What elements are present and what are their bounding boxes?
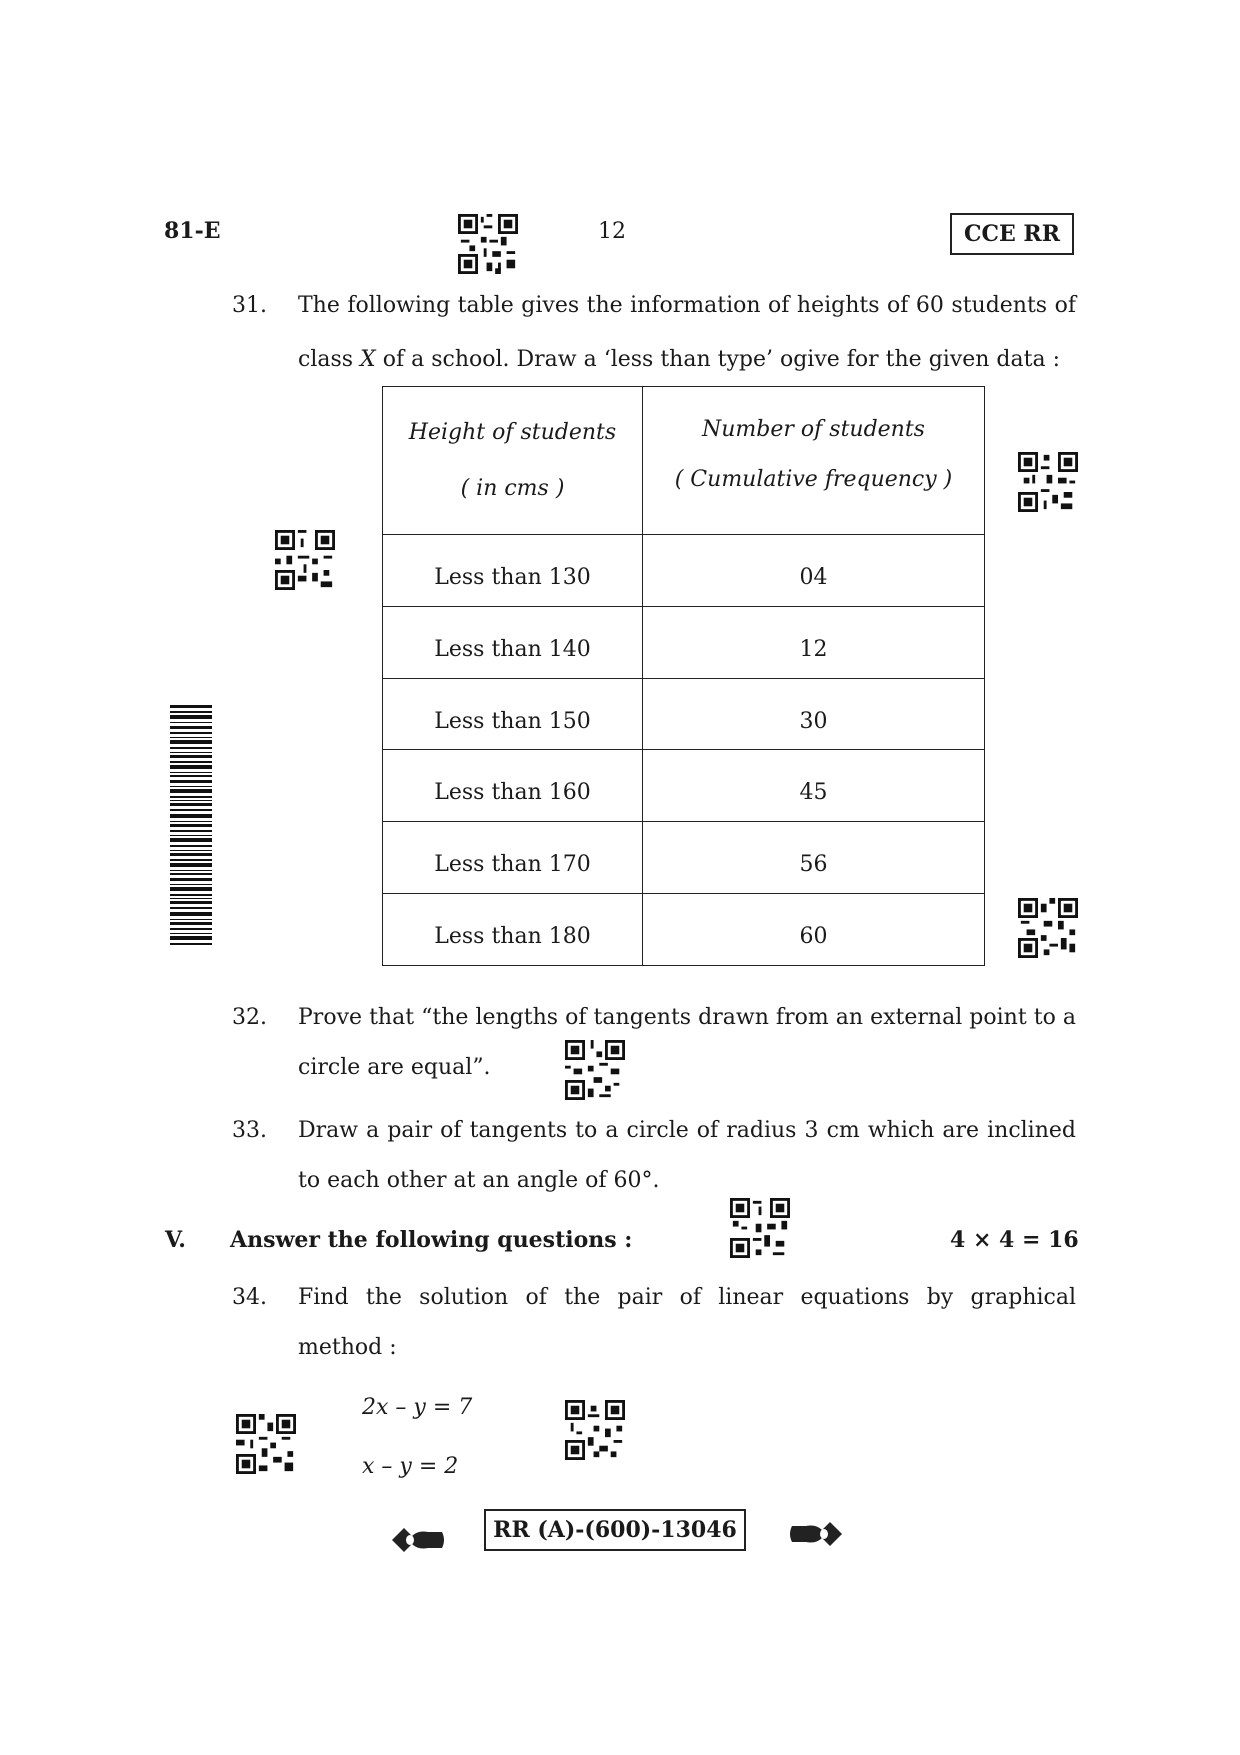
page-number: 12 (598, 219, 626, 244)
barcode-icon (170, 705, 212, 945)
question-31-variable: X (360, 347, 376, 372)
equation-1: 2x – y = 7 (362, 1395, 473, 1420)
ornament-icon (390, 1522, 446, 1558)
cumulative-frequency-table (382, 386, 985, 966)
section-label: V. (165, 1227, 186, 1253)
qr-code-icon (1018, 898, 1078, 958)
cf-cell: 30 (643, 678, 985, 750)
question-32-line-2: circle are equal”. (298, 1055, 491, 1080)
table-row (383, 535, 985, 607)
section-marks: 4 × 4 = 16 (950, 1227, 1079, 1253)
cf-header-line-1: Number of students (702, 416, 925, 442)
section-title: Answer the following questions : (230, 1227, 633, 1253)
question-34-number: 34. (232, 1285, 267, 1310)
height-header-line-1: Height of students (408, 419, 617, 445)
cf-cell: 56 (643, 822, 985, 894)
question-32-line-1: Prove that “the lengths of tangents drawn from an external point to a (298, 1005, 1076, 1030)
series-box: CCE RR (950, 213, 1074, 255)
cf-cell: 04 (643, 535, 985, 607)
height-cell: Less than 170 (383, 822, 643, 894)
table-row (383, 606, 985, 678)
paper-code: 81-E (164, 218, 221, 244)
cf-cell: 60 (643, 894, 985, 966)
question-31-line-2-start: class (298, 347, 361, 372)
cf-cell: 12 (643, 606, 985, 678)
height-cell: Less than 180 (383, 894, 643, 966)
height-cell: Less than 130 (383, 535, 643, 607)
question-31-number: 31. (232, 293, 267, 318)
question-33-line-1: Draw a pair of tangents to a circle of radius 3 cm which are inclined (298, 1118, 1076, 1143)
table-header-row (383, 387, 985, 535)
cf-cell: 45 (643, 750, 985, 822)
question-34-line-1: Find the solution of the pair of linear equations by graphical (298, 1285, 1076, 1310)
question-32-number: 32. (232, 1005, 267, 1030)
qr-code-icon (565, 1400, 625, 1460)
question-31-line-2-end: of a school. Draw a ‘less than type’ ogive for the given data : (375, 347, 1060, 372)
table-row (383, 822, 985, 894)
height-cell: Less than 160 (383, 750, 643, 822)
question-31-line-1: The following table gives the information of heights of 60 students of (298, 293, 1076, 318)
cf-column-header (643, 387, 985, 535)
table-row (383, 678, 985, 750)
qr-code-icon (730, 1198, 790, 1258)
qr-code-icon (565, 1040, 625, 1100)
question-33-line-2: to each other at an angle of 60°. (298, 1168, 660, 1193)
qr-code-icon (236, 1414, 296, 1474)
table-row (383, 894, 985, 966)
qr-code-icon (275, 530, 335, 590)
table-row (383, 750, 985, 822)
question-31-line-2 (298, 349, 1060, 371)
footer-code-box: RR (A)-(600)-13046 (484, 1509, 746, 1551)
height-cell: Less than 140 (383, 606, 643, 678)
question-33-number: 33. (232, 1118, 267, 1143)
equation-2: x – y = 2 (362, 1454, 459, 1479)
qr-code-icon (458, 214, 518, 274)
height-column-header (383, 387, 643, 535)
ornament-icon (788, 1516, 844, 1552)
height-cell: Less than 150 (383, 678, 643, 750)
question-34-line-2: method : (298, 1335, 397, 1360)
qr-code-icon (1018, 452, 1078, 512)
height-header-line-2: ( in cms ) (460, 475, 565, 501)
cf-header-line-2: ( Cumulative frequency ) (674, 466, 953, 492)
